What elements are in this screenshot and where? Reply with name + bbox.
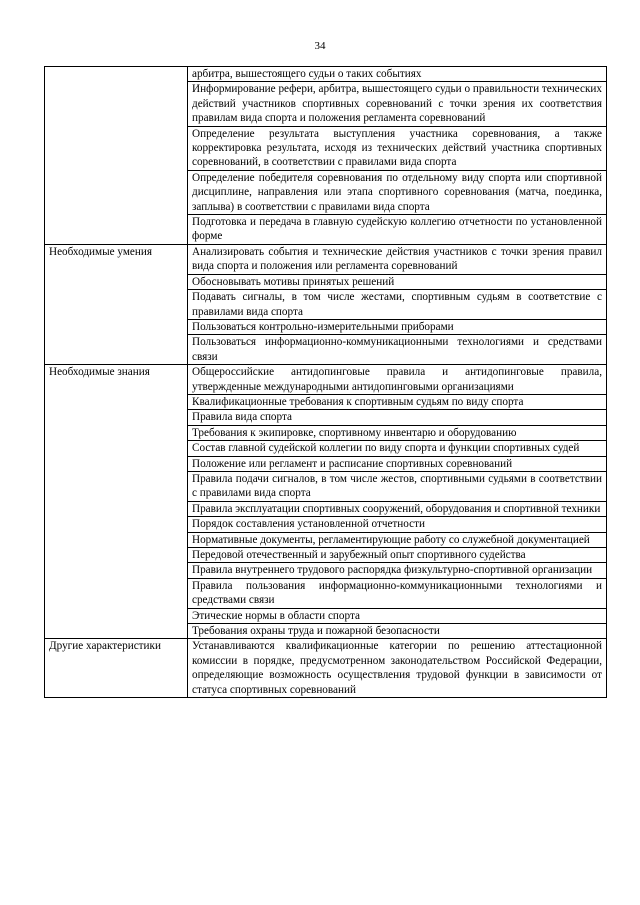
section-item: арбитра, вышестоящего судьи о таких событиях [188, 67, 607, 82]
page-number: 34 [314, 40, 326, 52]
qualification-table [44, 66, 607, 698]
section-item: Устанавливаются квалификационные категории по решению аттестационной комиссии в порядке, предусмотренном законодательством Российской Федерации, определяющие возможность осуществления трудовой функции в зависимости от статуса спортивных соревнований [188, 639, 607, 698]
section-item: Нормативные документы, регламентирующие работу со служебной документацией [188, 532, 607, 547]
table-row [45, 67, 607, 82]
section-item: Пользоваться информационно-коммуникационными технологиями и средствами связи [188, 335, 607, 365]
section-item: Правила пользования информационно-коммуникационными технологиями и средствами связи [188, 578, 607, 608]
section-item: Подавать сигналы, в том числе жестами, спортивным судьям в соответствие с правилами вида спорта [188, 290, 607, 320]
section-item: Порядок составления установленной отчетности [188, 517, 607, 532]
section-item: Обосновывать мотивы принятых решений [188, 274, 607, 289]
section-item: Требования к экипировке, спортивному инвентарю и оборудованию [188, 425, 607, 440]
section-item: Анализировать события и технические действия участников с точки зрения правил вида спорта и положения или регламента соревнований [188, 244, 607, 274]
section-item: Определение победителя соревнования по отдельному виду спорта или спортивной дисциплине, направления или этапа спортивного соревнования (матча, поединка, заплыва) в соответствии с правилами вида спорта [188, 170, 607, 214]
table-row [45, 244, 607, 274]
section-label: Другие характеристики [45, 639, 188, 698]
section-label: Необходимые знания [45, 365, 188, 639]
table-row [45, 639, 607, 698]
table-body [45, 67, 607, 698]
section-item: Этические нормы в области спорта [188, 608, 607, 623]
section-item: Пользоваться контрольно-измерительными приборами [188, 319, 607, 334]
section-item: Информирование рефери, арбитра, вышестоящего судьи о правильности технических действий участников спортивных соревнований с точки зрения их соответствия правилам вида спорта и положения регламента соревнований [188, 82, 607, 126]
section-item: Требования охраны труда и пожарной безопасности [188, 624, 607, 639]
section-label: Необходимые умения [45, 244, 188, 364]
section-item: Правила внутреннего трудового распорядка физкультурно-спортивной организации [188, 563, 607, 578]
table-row [45, 365, 607, 395]
section-item: Общероссийские антидопинговые правила и антидопинговые правила, утвержденные международными антидопинговыми организациями [188, 365, 607, 395]
section-item: Правила вида спорта [188, 410, 607, 425]
section-item: Правила эксплуатации спортивных сооружений, оборудования и спортивной техники [188, 501, 607, 516]
section-item: Подготовка и передача в главную судейскую коллегию отчетности по установленной форме [188, 215, 607, 245]
section-item: Положение или регламент и расписание спортивных соревнований [188, 456, 607, 471]
section-label [45, 67, 188, 245]
section-item: Состав главной судейской коллегии по виду спорта и функции спортивных судей [188, 441, 607, 456]
section-item: Передовой отечественный и зарубежный опыт спортивного судейства [188, 548, 607, 563]
section-item: Определение результата выступления участника соревнования, а также корректировка результата, исходя из технических действий участника спортивных соревнований, в соответствии с правилами вида спорта [188, 126, 607, 170]
section-item: Правила подачи сигналов, в том числе жестов, спортивными судьями в соответствии с правилами вида спорта [188, 471, 607, 501]
section-item: Квалификационные требования к спортивным судьям по виду спорта [188, 394, 607, 409]
